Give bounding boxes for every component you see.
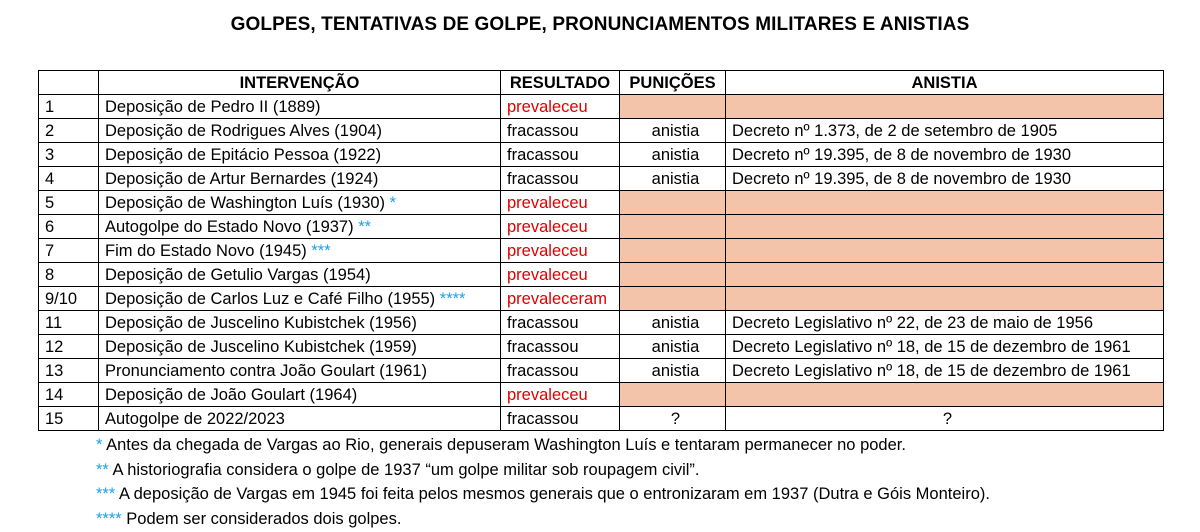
row-punicoes: anistia: [620, 311, 726, 335]
intervencao-text: Fim do Estado Novo (1945): [105, 241, 307, 260]
row-resultado: fracassou: [501, 311, 620, 335]
row-intervencao: [99, 311, 501, 335]
row-resultado: fracassou: [501, 335, 620, 359]
row-intervencao: [99, 215, 501, 239]
row-resultado: fracassou: [501, 359, 620, 383]
row-intervencao: [99, 239, 501, 263]
intervencao-text: Deposição de Washington Luís (1930): [105, 193, 386, 212]
footnote-marker: **: [96, 460, 109, 479]
footnote-marker: ***: [311, 241, 331, 260]
intervencao-text: Deposição de Rodrigues Alves (1904): [105, 121, 382, 140]
footnote-text: A deposição de Vargas em 1945 foi feita pelos mesmos generais que o entronizaram em 1937 (Dutra e Góis Monteiro).: [118, 485, 990, 503]
row-intervencao: [99, 383, 501, 407]
row-resultado: prevaleceram: [501, 287, 620, 311]
intervencao-text: Deposição de Pedro II (1889): [105, 97, 321, 116]
row-punicoes: [620, 215, 726, 239]
footnote-text: Antes da chegada de Vargas ao Rio, generais depuseram Washington Luís e tentaram permanecer no poder.: [106, 436, 906, 454]
footnote-marker: ***: [96, 485, 116, 503]
intervencao-text: Deposição de Getulio Vargas (1954): [105, 265, 371, 284]
row-intervencao: [99, 167, 501, 191]
footnote-marker: ****: [439, 289, 466, 308]
row-number: 6: [39, 215, 99, 239]
row-punicoes: [620, 95, 726, 119]
row-punicoes: [620, 263, 726, 287]
table-row: [39, 167, 1164, 191]
row-anistia: Decreto nº 19.395, de 8 de novembro de 1930: [726, 167, 1164, 191]
intervencao-text: Deposição de Carlos Luz e Café Filho (1955): [105, 289, 436, 308]
intervencao-text: Deposição de Artur Bernardes (1924): [105, 169, 379, 188]
header-resultado: RESULTADO: [501, 71, 620, 95]
row-number: 2: [39, 119, 99, 143]
row-punicoes: anistia: [620, 335, 726, 359]
page-title: GOLPES, TENTATIVAS DE GOLPE, PRONUNCIAMENTOS MILITARES E ANISTIAS: [230, 14, 970, 35]
row-resultado: fracassou: [501, 407, 620, 431]
row-anistia: [726, 215, 1164, 239]
row-number: 9/10: [39, 287, 99, 311]
row-resultado: fracassou: [501, 167, 620, 191]
row-punicoes: [620, 287, 726, 311]
table-row: [39, 311, 1164, 335]
intervencao-text: Deposição de João Goulart (1964): [105, 385, 358, 404]
table-row: [39, 335, 1164, 359]
table-row: [39, 95, 1164, 119]
row-intervencao: [99, 119, 501, 143]
row-anistia: Decreto Legislativo nº 22, de 23 de maio de 1956: [726, 311, 1164, 335]
row-anistia: Decreto Legislativo nº 18, de 15 de dezembro de 1961: [726, 359, 1164, 383]
row-resultado: prevaleceu: [501, 191, 620, 215]
row-intervencao: [99, 263, 501, 287]
row-punicoes: anistia: [620, 119, 726, 143]
row-punicoes: anistia: [620, 359, 726, 383]
table-row: [39, 263, 1164, 287]
footnotes: [96, 433, 990, 531]
table-row: [39, 215, 1164, 239]
table-row: [39, 191, 1164, 215]
row-intervencao: [99, 359, 501, 383]
row-anistia: Decreto nº 1.373, de 2 de setembro de 1905: [726, 119, 1164, 143]
table-row: [39, 143, 1164, 167]
table-row: [39, 119, 1164, 143]
row-number: 14: [39, 383, 99, 407]
footnote-text: Podem ser considerados dois golpes.: [126, 509, 402, 528]
footnote-line: [96, 482, 990, 507]
header-anistia: ANISTIA: [726, 71, 1164, 95]
header-num: [39, 71, 99, 95]
row-resultado: prevaleceu: [501, 95, 620, 119]
row-number: 8: [39, 263, 99, 287]
row-number: 13: [39, 359, 99, 383]
row-anistia: [726, 263, 1164, 287]
header-row: [39, 71, 1164, 95]
row-number: 12: [39, 335, 99, 359]
row-number: 5: [39, 191, 99, 215]
footnote-marker: *: [389, 193, 397, 212]
row-punicoes: anistia: [620, 167, 726, 191]
header-intervencao: INTERVENÇÃO: [99, 71, 501, 95]
row-resultado: fracassou: [501, 143, 620, 167]
table-row: [39, 239, 1164, 263]
row-anistia: ?: [726, 407, 1164, 431]
row-anistia: Decreto nº 19.395, de 8 de novembro de 1930: [726, 143, 1164, 167]
row-anistia: Decreto Legislativo nº 18, de 15 de dezembro de 1961: [726, 335, 1164, 359]
intervencao-text: Deposição de Juscelino Kubistchek (1956): [105, 313, 417, 332]
row-number: 1: [39, 95, 99, 119]
footnote-line: [96, 433, 990, 458]
intervencao-text: Autogolpe de 2022/2023: [105, 409, 285, 428]
intervencao-text: Deposição de Juscelino Kubistchek (1959): [105, 337, 417, 356]
row-anistia: [726, 95, 1164, 119]
row-intervencao: [99, 407, 501, 431]
row-resultado: prevaleceu: [501, 263, 620, 287]
table-body: [39, 95, 1164, 431]
row-punicoes: [620, 383, 726, 407]
coups-table: [38, 70, 1164, 431]
row-intervencao: [99, 335, 501, 359]
row-intervencao: [99, 191, 501, 215]
row-number: 4: [39, 167, 99, 191]
row-resultado: prevaleceu: [501, 383, 620, 407]
row-punicoes: ?: [620, 407, 726, 431]
header-punicoes: PUNIÇÕES: [620, 71, 726, 95]
intervencao-text: Deposição de Epitácio Pessoa (1922): [105, 145, 382, 164]
row-resultado: fracassou: [501, 119, 620, 143]
table-row: [39, 287, 1164, 311]
footnote-marker: *: [96, 436, 103, 454]
footnote-line: [96, 458, 990, 483]
row-number: 3: [39, 143, 99, 167]
row-number: 11: [39, 311, 99, 335]
table-row: [39, 359, 1164, 383]
row-resultado: prevaleceu: [501, 239, 620, 263]
row-number: 7: [39, 239, 99, 263]
footnote-line: [96, 507, 990, 532]
row-resultado: prevaleceu: [501, 215, 620, 239]
footnote-marker: ****: [96, 509, 122, 528]
row-anistia: [726, 287, 1164, 311]
row-anistia: [726, 239, 1164, 263]
row-anistia: [726, 191, 1164, 215]
row-punicoes: [620, 191, 726, 215]
table-row: [39, 407, 1164, 431]
row-intervencao: [99, 143, 501, 167]
row-punicoes: [620, 239, 726, 263]
row-punicoes: anistia: [620, 143, 726, 167]
intervencao-text: Pronunciamento contra João Goulart (1961): [105, 361, 427, 380]
row-anistia: [726, 383, 1164, 407]
footnote-marker: **: [358, 217, 372, 236]
row-intervencao: [99, 287, 501, 311]
footnote-text: A historiografia considera o golpe de 1937 “um golpe militar sob roupagem civil”.: [112, 460, 700, 479]
table-row: [39, 383, 1164, 407]
row-intervencao: [99, 95, 501, 119]
intervencao-text: Autogolpe do Estado Novo (1937): [105, 217, 354, 236]
row-number: 15: [39, 407, 99, 431]
